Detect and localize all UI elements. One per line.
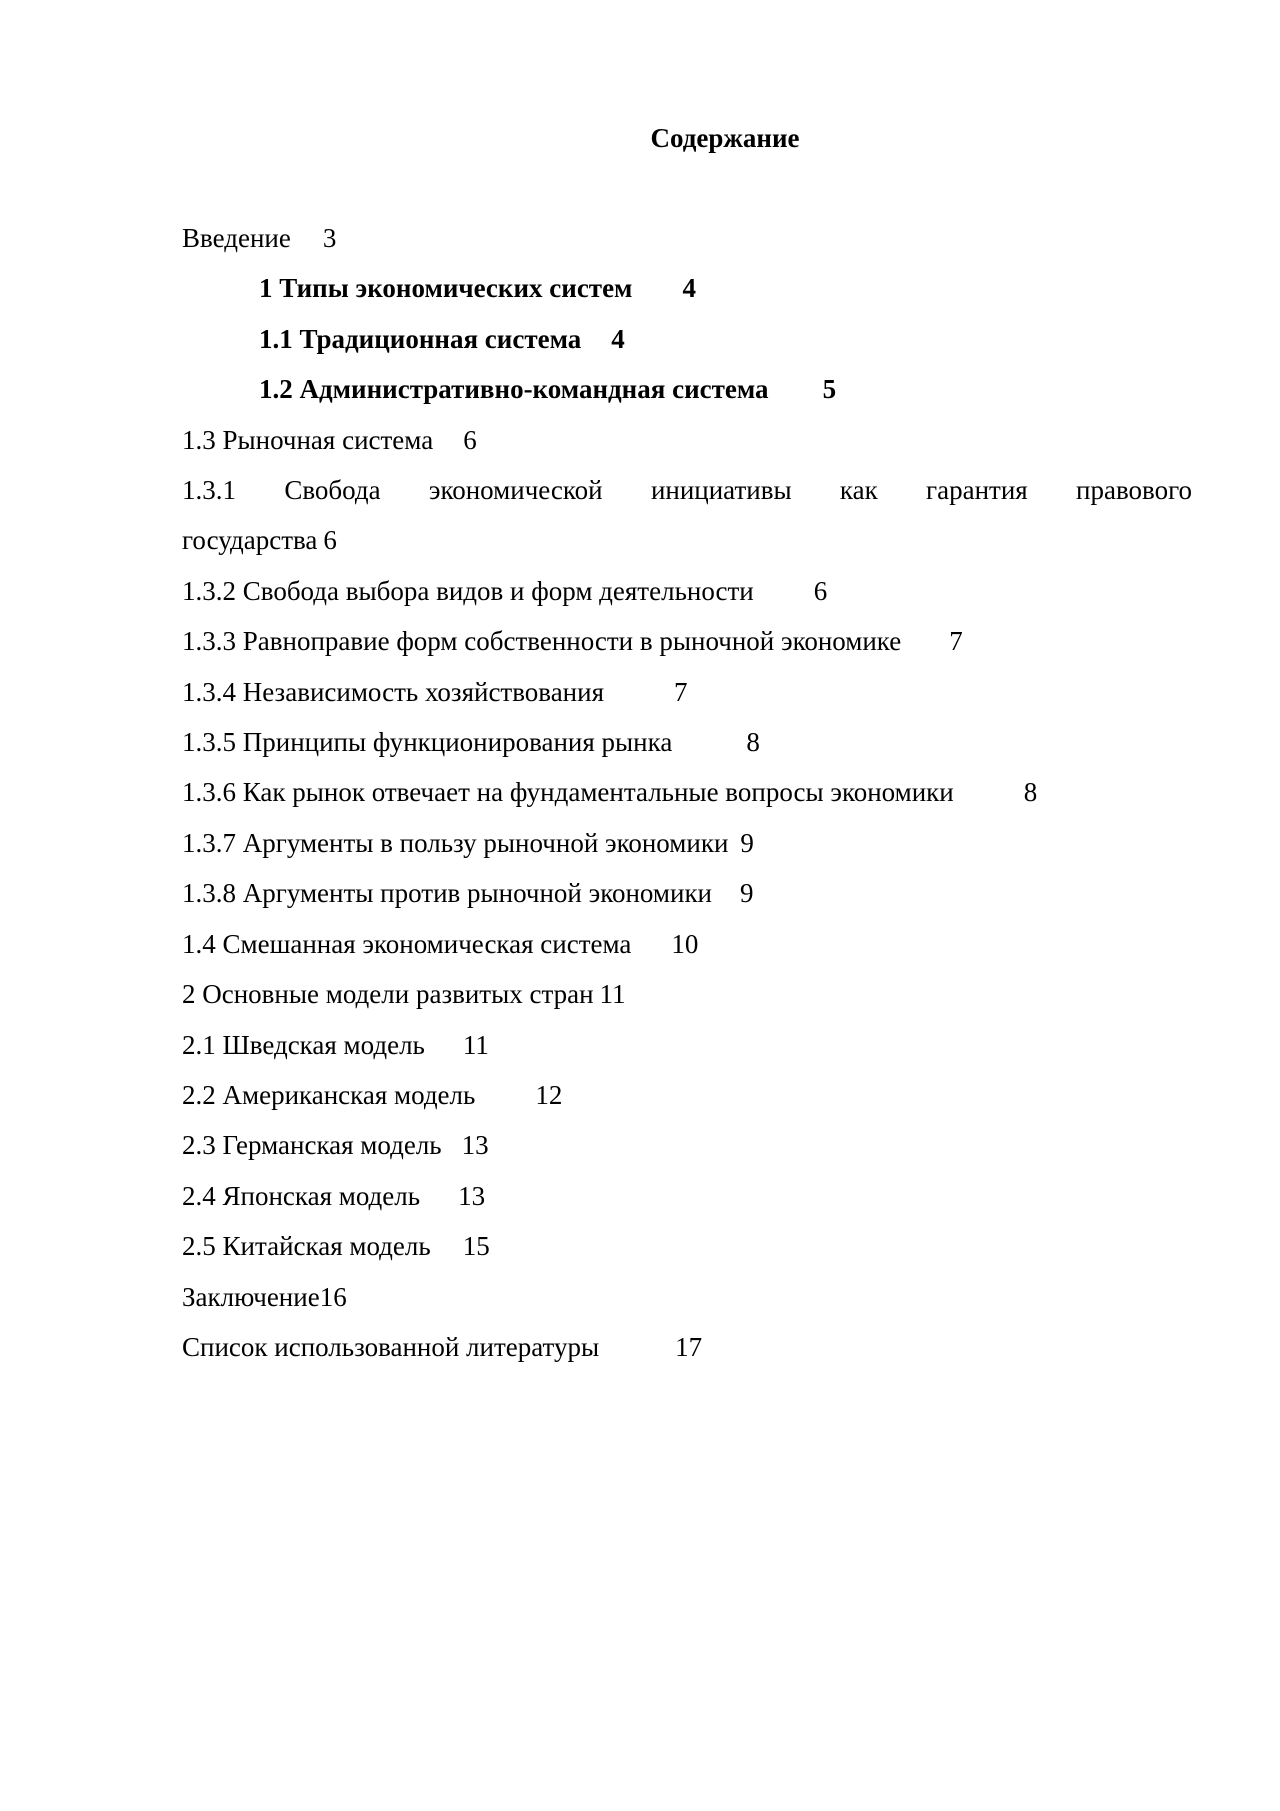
toc-entry-1-3-2[interactable] xyxy=(182,566,1192,616)
toc-entry-conclusion[interactable] xyxy=(182,1272,1192,1322)
toc-word: 1.3.1 xyxy=(182,475,236,506)
toc-entry-text: 2.4 Японская модель xyxy=(182,1180,421,1211)
toc-entry-page: 6 xyxy=(463,424,477,455)
toc-entry-1-4[interactable] xyxy=(182,919,1192,969)
toc-entry-page: 7 xyxy=(674,676,688,707)
toc-entry-page: 7 xyxy=(949,626,963,657)
toc-entry-1-3-6[interactable] xyxy=(182,767,1192,817)
toc-entry-2-2[interactable] xyxy=(182,1070,1192,1120)
toc-entry-page: 9 xyxy=(740,878,754,909)
toc-entry-text: 2 Основные модели развитых стран xyxy=(182,979,594,1010)
toc-entry-1-3-4[interactable] xyxy=(182,667,1192,717)
toc-entry-text: 1.3.3 Равноправие форм собственности в рыночной экономике xyxy=(182,626,902,657)
toc-word: инициативы xyxy=(650,475,792,506)
toc-entry-page: 6 xyxy=(323,525,337,556)
toc-word: Свобода xyxy=(284,475,381,506)
toc-entry-page: 8 xyxy=(1023,777,1038,808)
toc-entry-2-5[interactable] xyxy=(182,1221,1192,1271)
toc-entry-2-1[interactable] xyxy=(182,1020,1192,1070)
toc-entry-1-3-8[interactable] xyxy=(182,868,1192,918)
toc-entry-text: 1.3 Рыночная система xyxy=(182,424,434,455)
toc-entry-text: 1.3.8 Аргументы против рыночной экономики xyxy=(182,878,713,909)
toc-entry-text: 1.3.4 Независимость хозяйствования xyxy=(182,676,604,707)
toc-entry-references[interactable] xyxy=(182,1322,1192,1372)
toc-entry-text: Введение xyxy=(182,223,291,253)
toc-entry-text: Заключение xyxy=(182,1281,320,1312)
toc-entry-text: 1.3.6 Как рынок отвечает на фундаментальные вопросы экономики xyxy=(182,777,954,808)
toc-entry-page: 15 xyxy=(462,1231,490,1262)
toc-entry-1-3-3[interactable] xyxy=(182,616,1192,666)
toc-entry-text: 1.3.2 Свобода выбора видов и форм деятельности xyxy=(182,575,754,606)
toc-entry-page: 12 xyxy=(535,1079,563,1110)
toc-title: Содержание xyxy=(650,123,800,153)
toc-entry-justified-line xyxy=(182,465,1192,515)
toc-word: государства xyxy=(182,525,318,556)
toc-entry-text: 1.1 Традиционная система xyxy=(259,323,582,354)
toc-entry-page: 16 xyxy=(319,1281,347,1312)
toc-entry-page: 13 xyxy=(461,1130,489,1161)
toc-entry-text: 1.4 Смешанная экономическая система xyxy=(182,928,632,959)
toc-entry-intro[interactable] xyxy=(182,213,1192,263)
toc-entry-page: 13 xyxy=(458,1180,486,1211)
toc-entry-page: 5 xyxy=(822,374,837,405)
toc-entry-text: 2.5 Китайская модель xyxy=(182,1231,431,1262)
toc-entry-text: 1 Типы экономических систем xyxy=(259,273,633,304)
toc-entry-text: 2.2 Американская модель xyxy=(182,1079,476,1110)
toc-entry-2-3[interactable] xyxy=(182,1120,1192,1170)
table-of-contents xyxy=(182,213,1192,1372)
toc-entry-text: Список использованной литературы xyxy=(182,1331,600,1362)
toc-entry-2[interactable] xyxy=(182,969,1192,1019)
toc-word: как xyxy=(839,475,878,506)
toc-entry-page: 4 xyxy=(611,323,625,354)
toc-word: гарантия xyxy=(926,475,1028,506)
toc-entry-page: 17 xyxy=(675,1331,703,1362)
toc-entry-1-1[interactable] xyxy=(182,314,1192,364)
toc-entry-page: 9 xyxy=(740,827,754,858)
toc-entry-page: 6 xyxy=(813,575,828,606)
toc-entry-1-3-1[interactable] xyxy=(182,465,1192,566)
toc-entry-1-3-5[interactable] xyxy=(182,717,1192,767)
toc-entry-text: 1.3.5 Принципы функционирования рынка xyxy=(182,727,673,758)
toc-entry-text: 2.3 Германская модель xyxy=(182,1130,442,1161)
toc-word: правового xyxy=(1076,475,1192,506)
toc-entry-2-4[interactable] xyxy=(182,1171,1192,1221)
toc-entry-page: 11 xyxy=(599,979,626,1010)
toc-entry-1-2[interactable] xyxy=(182,364,1192,414)
toc-entry-1-3-7[interactable] xyxy=(182,818,1192,868)
toc-entry-page: 3 xyxy=(322,223,337,253)
toc-entry-text: 2.1 Шведская модель xyxy=(182,1029,425,1060)
toc-entry-page: 8 xyxy=(746,727,760,758)
toc-entry-page: 10 xyxy=(671,928,699,959)
toc-entry-page: 11 xyxy=(462,1029,489,1060)
toc-entry-text: 1.3.7 Аргументы в пользу рыночной экономики xyxy=(182,827,729,858)
toc-entry-1-3[interactable] xyxy=(182,415,1192,465)
toc-entry-1[interactable] xyxy=(182,263,1192,313)
toc-entry-second-line xyxy=(182,515,1192,565)
toc-entry-text: 1.2 Административно-командная система xyxy=(259,374,769,405)
toc-entry-page: 4 xyxy=(682,273,696,304)
toc-word: экономической xyxy=(428,475,603,506)
